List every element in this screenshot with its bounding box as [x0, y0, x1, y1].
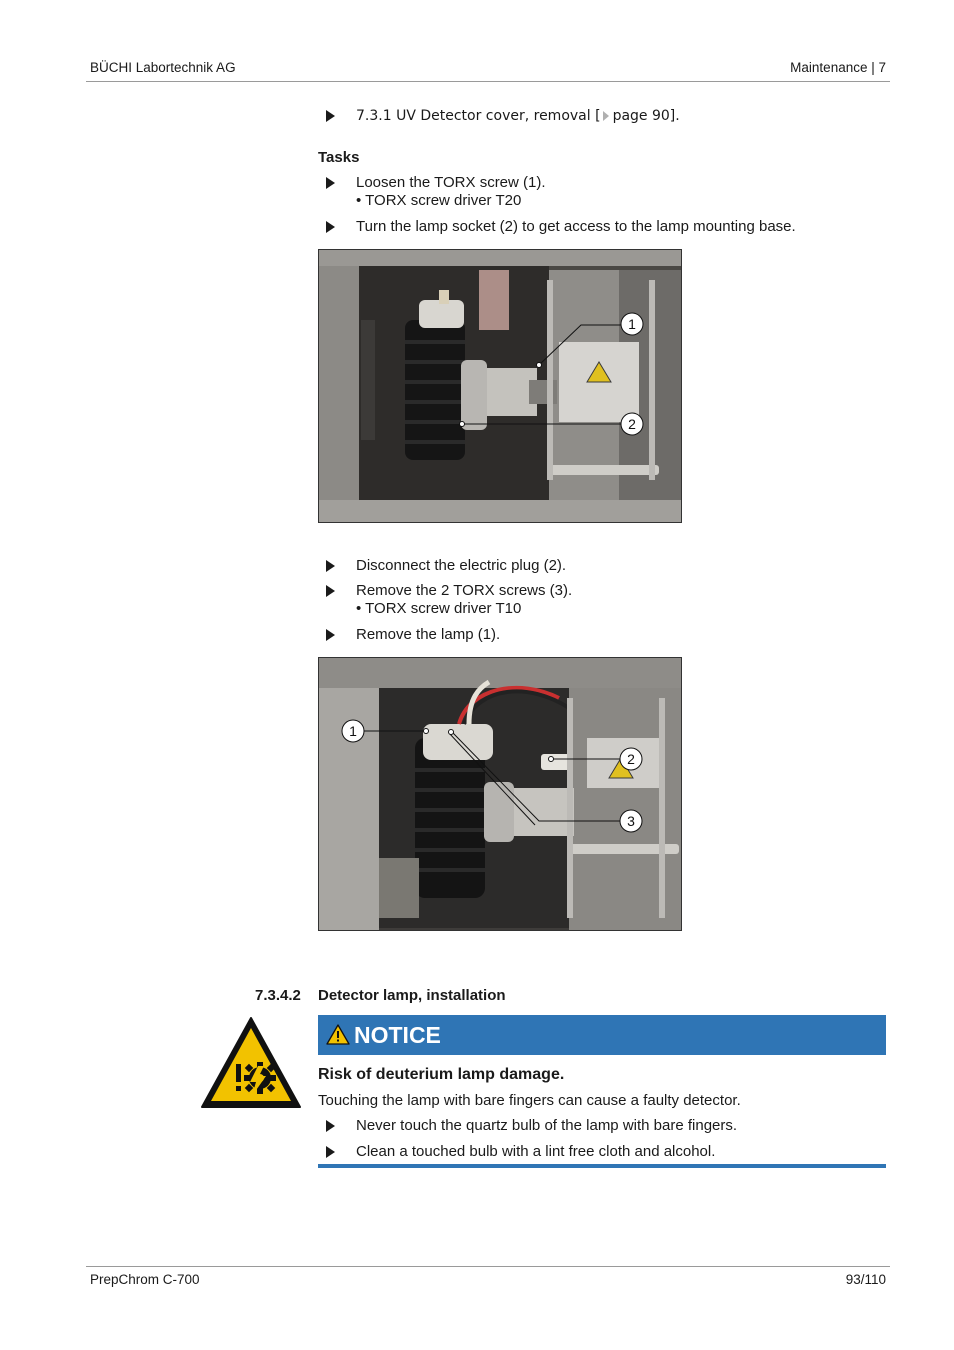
step-text: Turn the lamp socket (2) to get access to the lamp mounting base.	[356, 218, 796, 235]
step-tool: • TORX screw driver T10	[356, 600, 522, 617]
property-damage-warning-icon	[200, 1016, 302, 1115]
notice-text: Touching the lamp with bare fingers can cause a faulty detector.	[318, 1092, 741, 1109]
bullet-triangle-icon	[326, 1120, 335, 1132]
notice-bottom-rule	[318, 1164, 886, 1168]
bullet-triangle-icon	[326, 110, 335, 122]
footer-page-number: 93/110	[845, 1272, 886, 1287]
bullet-triangle-icon	[326, 629, 335, 641]
callout-label: 2	[627, 751, 635, 767]
footer-product: PrepChrom C-700	[90, 1272, 200, 1287]
step-tool: • TORX screw driver T20	[356, 192, 522, 209]
bullet-triangle-icon	[326, 560, 335, 572]
step-text: Disconnect the electric plug (2).	[356, 557, 567, 574]
callout-label: 2	[628, 416, 636, 432]
step-text: Loosen the TORX screw (1).	[356, 174, 546, 191]
bullet-triangle-icon	[326, 1146, 335, 1158]
notice-title: Risk of deuterium lamp damage.	[318, 1066, 565, 1083]
step-text: Never touch the quartz bulb of the lamp with bare fingers.	[356, 1117, 738, 1134]
section-number: 7.3.4.2	[255, 987, 301, 1004]
bullet-triangle-icon	[326, 221, 335, 233]
callout-label: 1	[628, 316, 636, 332]
step-text: Remove the 2 TORX screws (3).	[356, 582, 573, 599]
header-chapter: Maintenance | 7	[790, 60, 886, 75]
footer-divider	[86, 1266, 890, 1267]
step-text: Remove the lamp (1).	[356, 626, 501, 643]
bullet-triangle-icon	[326, 177, 335, 189]
section-title: Detector lamp, installation	[318, 987, 506, 1004]
header-company: BÜCHI Labortechnik AG	[90, 60, 236, 75]
callout-label: 1	[349, 723, 357, 739]
warning-triangle-icon	[326, 1024, 350, 1045]
prereq-link[interactable]: 7.3.1 UV Detector cover, removal [ page 90].	[356, 108, 680, 124]
lamp-socket-photo	[318, 249, 682, 523]
page-ref-arrow-icon	[603, 111, 609, 121]
bullet-triangle-icon	[326, 585, 335, 597]
notice-label: NOTICE	[354, 1022, 441, 1048]
lamp-removal-photo	[318, 657, 682, 931]
header-divider	[86, 81, 890, 82]
step-text: Clean a touched bulb with a lint free cloth and alcohol.	[356, 1143, 716, 1160]
tasks-heading: Tasks	[318, 149, 360, 166]
notice-banner	[318, 1015, 886, 1055]
callout-label: 3	[627, 813, 635, 829]
